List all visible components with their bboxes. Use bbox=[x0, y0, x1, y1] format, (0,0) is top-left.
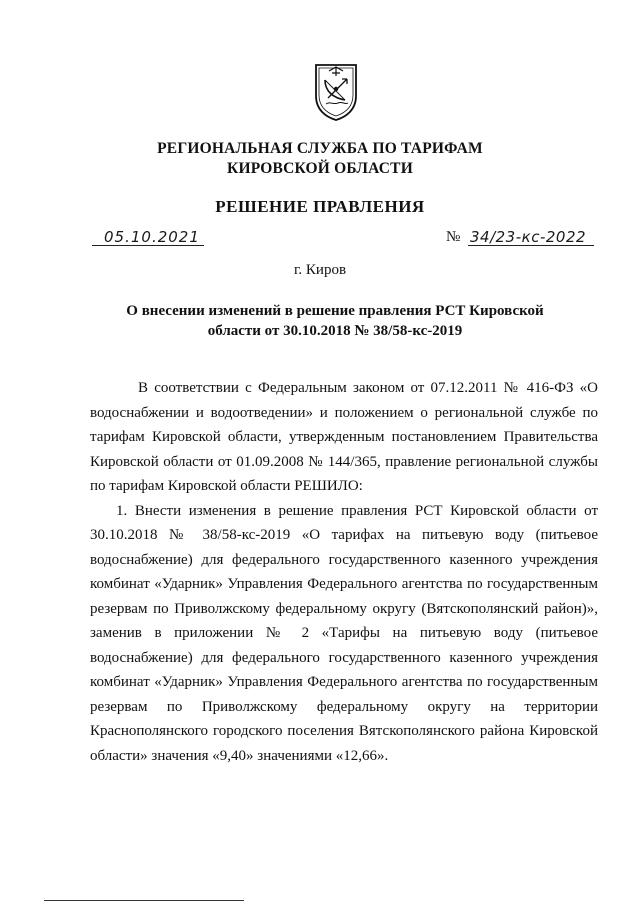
subject-line2: области от 30.10.2018 № 38/58-кс-2019 bbox=[207, 323, 463, 339]
document-type-title: РЕШЕНИЕ ПРАВЛЕНИЯ bbox=[215, 197, 425, 216]
decision-number-field bbox=[446, 226, 596, 248]
decision-body bbox=[90, 376, 598, 768]
footnote-divider bbox=[44, 900, 244, 901]
number-sign: № bbox=[446, 229, 461, 245]
coat-of-arms-icon bbox=[312, 62, 360, 122]
subject-line1: О внесении изменений в решение правления РСТ Кировской bbox=[126, 303, 544, 319]
decision-date-field bbox=[92, 226, 204, 248]
city: г. Киров bbox=[293, 262, 347, 278]
org-name-line1: РЕГИОНАЛЬНАЯ СЛУЖБА ПО ТАРИФАМ bbox=[157, 140, 483, 157]
clause-1-paragraph: 1. Внести изменения в решение правления РСТ Кировской области от 30.10.2018 № 38/58-кс-2019 «О тарифах на питьевую воду (питьевое водоснабжение) для федерального государственного казенного учреждения комбинат «Ударник» Управления Федерального агентства по государственным резервам по Приволжскому федеральному округу (Вятскополянский район)», заменив в приложении № 2 «Тарифы на питьевую воду (питьевое водоснабжение) для федерального государственного казенного учреждения комбинат «Ударник» Управления Федерального агентства по государственным резервам по Приволжскому федеральному округу на территории Краснополянского городского поселения Вятскополянского района Кировской области» значения «9,40» значениями «12,66». bbox=[90, 502, 598, 764]
preamble-paragraph: В соответствии с Федеральным законом от 07.12.2011 № 416-ФЗ «О водоснабжении и водоотведении» и положением о региональной службе по тарифам Кировской области, утвержденным постановлением Правительства Кировской области от 01.09.2008 № 144/365, правление региональной службы по тарифам Кировской области РЕШИЛО: bbox=[90, 380, 598, 494]
date-underline bbox=[92, 245, 204, 246]
decision-subject bbox=[100, 301, 570, 341]
org-name-line2: КИРОВСКОЙ ОБЛАСТИ bbox=[227, 160, 413, 177]
number-underline bbox=[468, 245, 594, 246]
decision-number: 34/23-кс-2022 bbox=[470, 228, 587, 246]
decision-date: 05.10.2021 bbox=[104, 228, 200, 246]
